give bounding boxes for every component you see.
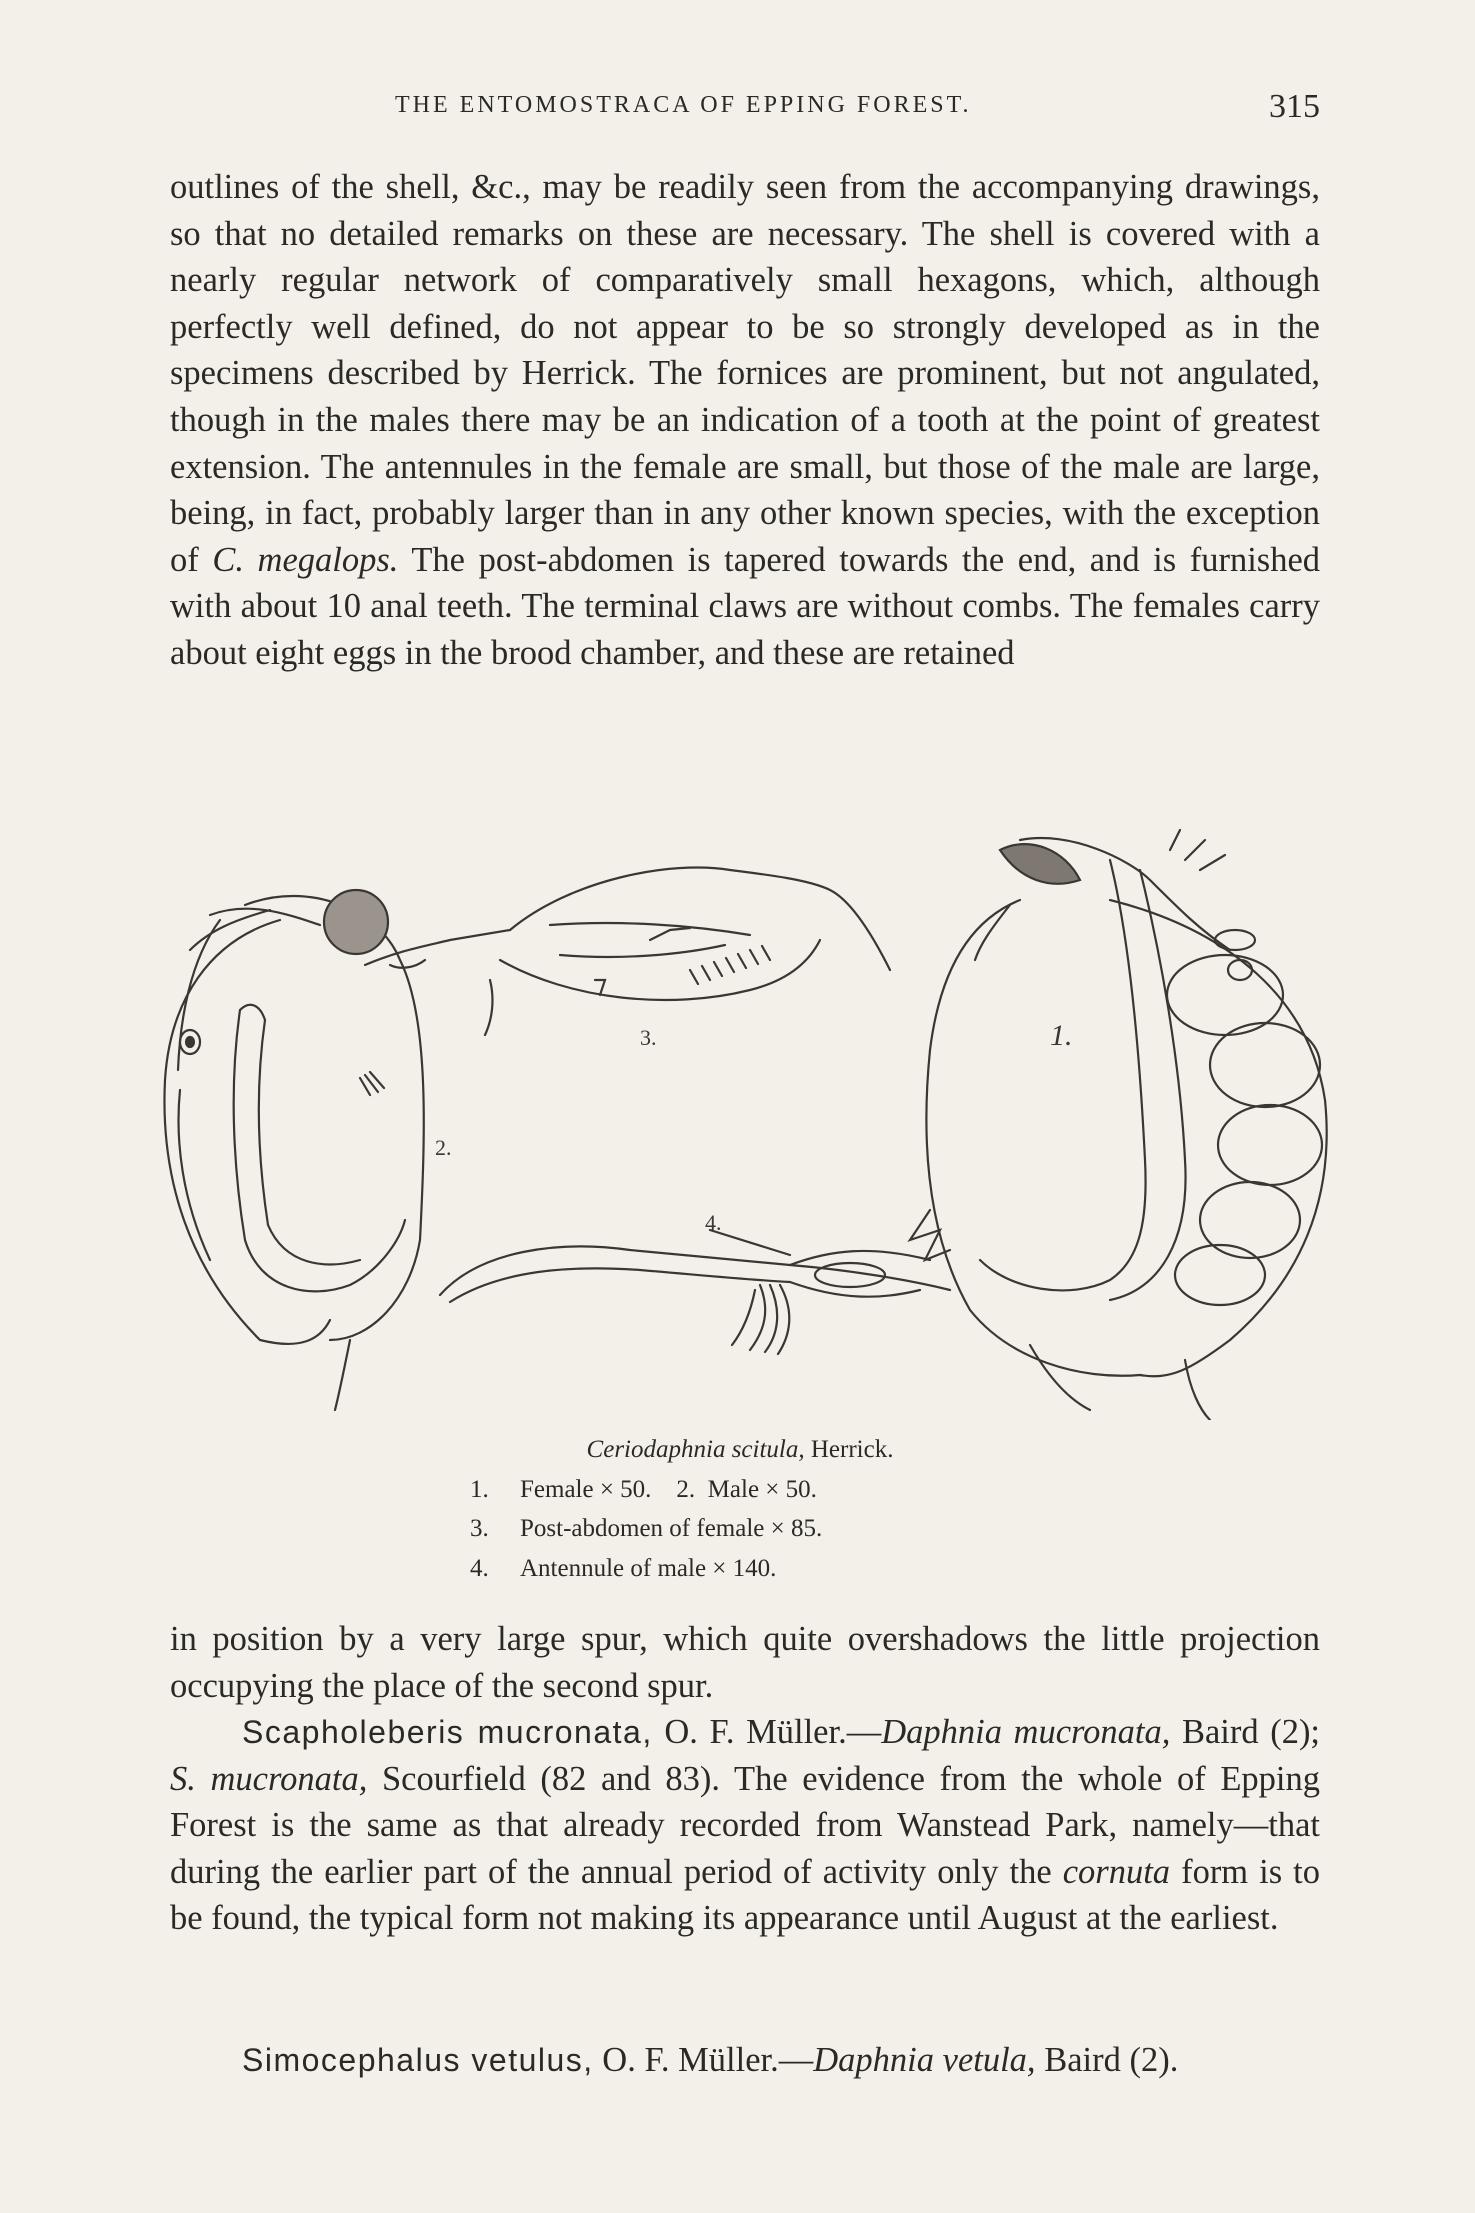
figure-label-1: 1. xyxy=(1050,1019,1073,1052)
reference: Scourfield (82 and 83). xyxy=(381,1759,721,1798)
caption-line xyxy=(470,1470,1070,1510)
figure-label-4: 4. xyxy=(705,1210,722,1235)
figure-caption xyxy=(470,1430,1070,1588)
species-reference-megalops: C. megalops. xyxy=(212,540,399,579)
species-name-simocephalus: Simocephalus vetulus, xyxy=(242,2042,594,2078)
reference: Baird (2). xyxy=(1044,2041,1179,2079)
species-name-scapholeberis: Scapholeberis mucronata, xyxy=(242,1714,653,1750)
para1-text: outlines of the shell, &c., may be readily seen from the accompanying drawings, so that no detailed remarks on these are necessary. The shell is covered with a nearly regular network of comparatively small hexagons, which, although perfectly well defined, do not appear to be so strongly developed as in the specimens described by Herrick. The fornices are prominent, but not angulated, though in the males there may be an indication of a tooth at the point of greatest extension. The antennules in the female are small, but those of the male are large, being, in fact, probably larger than in any other known species, with the exception of xyxy=(170,168,1320,579)
caption-line-number: 1. xyxy=(470,1475,489,1503)
caption-line-text: Post-abdomen of female × 85. xyxy=(520,1515,823,1542)
paragraph-text: The evidence from the whole of Epping Forest is the same as that already recorded from Wanstead Park, namely—that during the earlier part of the annual period of activity only the xyxy=(170,1759,1320,1891)
paragraph-text: form is to be found, the typical form not making its appearance until August at the earliest. xyxy=(170,1852,1321,1938)
figure-drawing xyxy=(150,820,1350,1420)
caption-line xyxy=(470,1509,1070,1549)
synonym: S. mucronata, xyxy=(170,1759,368,1798)
form-name: cornuta xyxy=(1062,1852,1171,1891)
caption-line xyxy=(470,1549,1070,1589)
running-title: THE ENTOMOSTRACA OF EPPING FOREST. xyxy=(395,92,972,118)
caption-line-text: Female × 50. 2. Male × 50. xyxy=(520,1475,817,1503)
authority: O. F. Müller.— xyxy=(664,1713,882,1751)
figure-ceriodaphnia xyxy=(150,820,1350,1420)
synonym: Daphnia mucronata, xyxy=(881,1713,1171,1751)
caption-title xyxy=(410,1430,1070,1470)
synonym: Daphnia vetula, xyxy=(813,2041,1036,2079)
figure-label-3: 3. xyxy=(640,1025,657,1050)
caption-line-text: Antennule of male × 140. xyxy=(520,1554,777,1582)
para1-end-text: The post-abdomen is tapered towards the end, and is furnished with about 10 anal teeth. The terminal claws are without combs. The females carry about eight eggs in the brood chamber, and these are retained xyxy=(170,540,1321,672)
caption-authority: Herrick. xyxy=(810,1436,894,1463)
male-specimen-drawing xyxy=(164,890,510,1410)
paragraph-shell-description xyxy=(170,164,1320,677)
paragraph-simocephalus xyxy=(170,2037,1320,2084)
caption-line-number: 4. xyxy=(470,1554,489,1582)
authority: O. F. Müller.— xyxy=(602,2041,814,2079)
figure-label-2: 2. xyxy=(435,1135,452,1160)
post-abdomen-drawing xyxy=(485,868,890,1051)
caption-line-number: 3. xyxy=(470,1515,489,1542)
antennule-drawing xyxy=(440,1210,950,1354)
page-number: 315 xyxy=(1269,88,1320,125)
running-head xyxy=(170,88,1320,128)
female-specimen-drawing xyxy=(910,830,1327,1420)
caption-species: Ceriodaphnia scitula, xyxy=(586,1436,805,1463)
paragraph-spur: in position by a very large spur, which quite overshadows the little projection occupying the place of the second spur. xyxy=(170,1620,1320,1705)
paragraph-scapholeberis xyxy=(170,1709,1320,1942)
reference: Baird (2); xyxy=(1181,1713,1321,1751)
